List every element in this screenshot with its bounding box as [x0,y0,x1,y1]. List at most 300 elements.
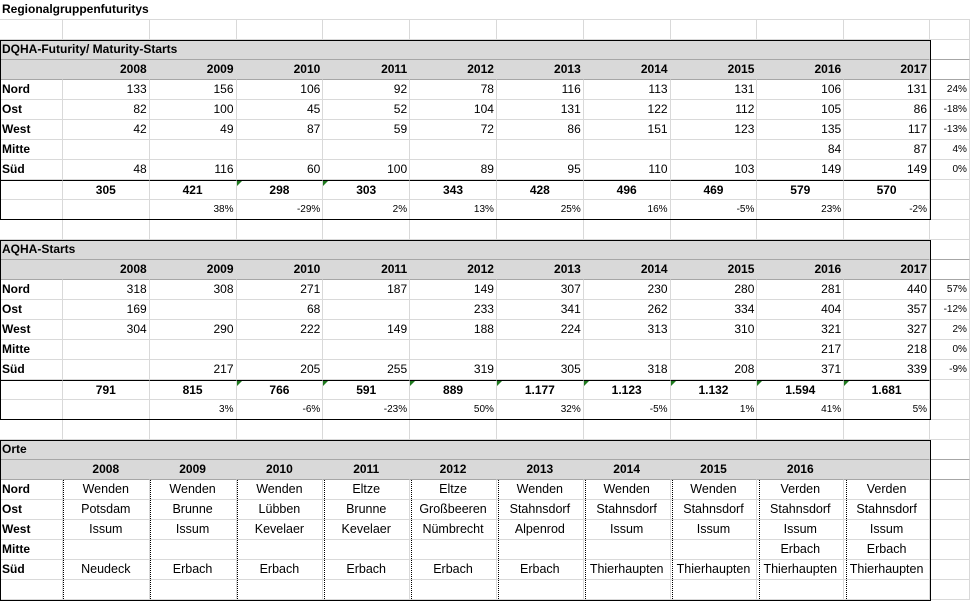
total-cell[interactable]: 889 [410,380,497,400]
change-percent[interactable]: 0% [930,160,970,180]
value-cell[interactable]: 318 [584,360,671,380]
value-cell[interactable]: 271 [237,280,324,300]
value-cell[interactable]: 87 [844,140,930,160]
location-cell[interactable] [584,540,671,560]
empty-cell[interactable] [237,20,324,40]
orte-section-title[interactable]: Orte [0,440,930,460]
empty-cell[interactable] [63,420,150,440]
growth-cell[interactable]: 13% [410,200,497,220]
year-header-corner[interactable] [0,60,63,80]
empty-cell[interactable] [930,40,970,60]
empty-cell[interactable] [323,220,410,240]
value-cell[interactable]: 281 [757,280,844,300]
location-cell[interactable]: Erbach [237,560,324,580]
location-cell[interactable]: Erbach [757,540,844,560]
value-cell[interactable] [63,140,150,160]
value-cell[interactable]: 113 [584,80,671,100]
value-cell[interactable] [584,140,671,160]
value-cell[interactable]: 116 [150,160,237,180]
region-label[interactable]: Mitte [0,540,63,560]
empty-cell[interactable] [930,560,970,580]
growth-cell[interactable] [63,200,150,220]
year-header[interactable]: 2013 [497,60,584,80]
growth-cell[interactable]: -5% [671,200,758,220]
empty-cell[interactable] [497,20,584,40]
year-header[interactable]: 2008 [63,460,150,480]
location-cell[interactable]: Eltze [323,480,410,500]
dqha-section-title[interactable]: DQHA-Futurity/ Maturity-Starts [0,40,930,60]
value-cell[interactable]: 72 [410,120,497,140]
value-cell[interactable] [584,340,671,360]
growth-cell[interactable]: 23% [757,200,844,220]
empty-cell[interactable] [237,420,324,440]
year-header[interactable]: 2011 [323,260,410,280]
total-cell[interactable]: 815 [150,380,237,400]
empty-cell[interactable] [930,220,970,240]
total-cell[interactable]: 791 [63,380,150,400]
year-header[interactable]: 2014 [584,60,671,80]
empty-cell[interactable] [671,580,758,600]
year-header[interactable]: 2015 [671,60,758,80]
value-cell[interactable]: 86 [497,120,584,140]
empty-cell[interactable] [584,420,671,440]
empty-cell[interactable] [497,220,584,240]
empty-cell[interactable] [0,20,63,40]
growth-cell[interactable]: -2% [844,200,930,220]
value-cell[interactable]: 131 [497,100,584,120]
year-header[interactable]: 2014 [584,460,671,480]
location-cell[interactable]: Wenden [237,480,324,500]
value-cell[interactable]: 230 [584,280,671,300]
empty-cell[interactable] [63,580,150,600]
location-cell[interactable]: Wenden [671,480,758,500]
empty-cell[interactable] [930,460,970,480]
value-cell[interactable]: 262 [584,300,671,320]
growth-cell[interactable]: -5% [584,400,671,420]
location-cell[interactable]: Wenden [497,480,584,500]
year-header[interactable]: 2008 [63,60,150,80]
total-cell[interactable]: 579 [757,180,844,200]
change-percent[interactable]: 24% [930,80,970,100]
value-cell[interactable]: 156 [150,80,237,100]
region-label[interactable]: Süd [0,560,63,580]
total-cell[interactable]: 428 [497,180,584,200]
value-cell[interactable]: 117 [844,120,930,140]
location-cell[interactable]: Kevelaer [323,520,410,540]
total-cell[interactable]: 305 [63,180,150,200]
total-cell[interactable]: 343 [410,180,497,200]
value-cell[interactable]: 255 [323,360,410,380]
growth-cell[interactable]: 41% [757,400,844,420]
empty-cell[interactable] [844,220,930,240]
empty-cell[interactable] [671,420,758,440]
value-cell[interactable]: 149 [323,320,410,340]
growth-cell[interactable]: 38% [150,200,237,220]
value-cell[interactable] [497,140,584,160]
change-percent[interactable]: -12% [930,300,970,320]
total-cell[interactable]: 570 [844,180,930,200]
value-cell[interactable]: 318 [63,280,150,300]
value-cell[interactable]: 131 [671,80,758,100]
value-cell[interactable]: 233 [410,300,497,320]
value-cell[interactable]: 327 [844,320,930,340]
value-cell[interactable] [150,300,237,320]
empty-cell[interactable] [237,580,324,600]
total-cell[interactable]: 1.177 [497,380,584,400]
location-cell[interactable]: Brunne [150,500,237,520]
sheet-title[interactable]: Regionalgruppenfuturitys [0,0,970,20]
empty-cell[interactable] [930,440,970,460]
empty-cell[interactable] [0,580,63,600]
location-cell[interactable]: Lübben [237,500,324,520]
empty-cell[interactable] [930,260,970,280]
location-cell[interactable]: Issum [584,520,671,540]
empty-cell[interactable] [63,220,150,240]
value-cell[interactable]: 103 [671,160,758,180]
value-cell[interactable]: 313 [584,320,671,340]
region-label[interactable]: West [0,520,63,540]
year-header[interactable]: 2017 [844,60,930,80]
location-cell[interactable]: Issum [757,520,844,540]
value-cell[interactable]: 224 [497,320,584,340]
value-cell[interactable]: 82 [63,100,150,120]
location-cell[interactable] [671,540,758,560]
year-header[interactable]: 2013 [497,460,584,480]
growth-cell[interactable]: 16% [584,200,671,220]
value-cell[interactable]: 218 [844,340,930,360]
value-cell[interactable] [237,340,324,360]
location-cell[interactable]: Nümbrecht [410,520,497,540]
year-header[interactable]: 2011 [323,60,410,80]
value-cell[interactable]: 304 [63,320,150,340]
empty-cell[interactable] [930,580,970,600]
year-header[interactable]: 2010 [237,60,324,80]
empty-cell[interactable] [410,580,497,600]
location-cell[interactable]: Erbach [150,560,237,580]
location-cell[interactable]: Thierhaupten [584,560,671,580]
region-label[interactable]: Süd [0,360,63,380]
value-cell[interactable]: 321 [757,320,844,340]
empty-cell[interactable] [584,580,671,600]
value-cell[interactable]: 280 [671,280,758,300]
empty-cell[interactable] [930,420,970,440]
value-cell[interactable] [150,340,237,360]
empty-cell[interactable] [150,220,237,240]
value-cell[interactable]: 149 [410,280,497,300]
value-cell[interactable]: 310 [671,320,758,340]
location-cell[interactable] [63,540,150,560]
empty-cell[interactable] [497,420,584,440]
empty-cell[interactable] [0,220,63,240]
location-cell[interactable]: Eltze [410,480,497,500]
location-cell[interactable]: Verden [844,480,930,500]
value-cell[interactable]: 104 [410,100,497,120]
location-cell[interactable]: Issum [150,520,237,540]
year-header-corner[interactable] [0,260,63,280]
value-cell[interactable]: 319 [410,360,497,380]
value-cell[interactable]: 169 [63,300,150,320]
year-header[interactable]: 2015 [671,260,758,280]
value-cell[interactable]: 208 [671,360,758,380]
region-label[interactable]: Mitte [0,340,63,360]
value-cell[interactable]: 133 [63,80,150,100]
location-cell[interactable]: Potsdam [63,500,150,520]
growth-cell[interactable]: -23% [323,400,410,420]
value-cell[interactable]: 45 [237,100,324,120]
value-cell[interactable]: 112 [671,100,758,120]
growth-cell[interactable]: 3% [150,400,237,420]
empty-cell[interactable] [757,580,844,600]
value-cell[interactable] [323,140,410,160]
value-cell[interactable]: 357 [844,300,930,320]
value-cell[interactable]: 290 [150,320,237,340]
location-cell[interactable]: Erbach [497,560,584,580]
year-header[interactable]: 2011 [323,460,410,480]
year-header[interactable]: 2012 [410,460,497,480]
value-cell[interactable]: 217 [757,340,844,360]
location-cell[interactable]: Wenden [584,480,671,500]
empty-cell[interactable] [323,580,410,600]
empty-cell[interactable] [844,420,930,440]
total-cell[interactable]: 421 [150,180,237,200]
value-cell[interactable]: 131 [844,80,930,100]
location-cell[interactable]: Thierhaupten [757,560,844,580]
change-percent[interactable]: -9% [930,360,970,380]
value-cell[interactable] [63,340,150,360]
value-cell[interactable]: 305 [497,360,584,380]
region-label[interactable]: Nord [0,280,63,300]
year-header[interactable]: 2014 [584,260,671,280]
total-cell[interactable]: 1.594 [757,380,844,400]
year-header[interactable]: 2010 [237,460,324,480]
value-cell[interactable]: 105 [757,100,844,120]
year-header[interactable]: 2010 [237,260,324,280]
empty-cell[interactable] [930,500,970,520]
value-cell[interactable] [497,340,584,360]
location-cell[interactable]: Stahnsdorf [844,500,930,520]
empty-cell[interactable] [844,580,930,600]
total-cell[interactable]: 591 [323,380,410,400]
value-cell[interactable]: 135 [757,120,844,140]
value-cell[interactable]: 205 [237,360,324,380]
value-cell[interactable]: 87 [237,120,324,140]
location-cell[interactable]: Stahnsdorf [497,500,584,520]
empty-cell[interactable] [150,20,237,40]
empty-cell[interactable] [410,20,497,40]
total-cell[interactable]: 496 [584,180,671,200]
region-label[interactable]: West [0,320,63,340]
value-cell[interactable]: 149 [844,160,930,180]
location-cell[interactable]: Issum [671,520,758,540]
change-percent[interactable]: 2% [930,320,970,340]
location-cell[interactable] [497,540,584,560]
region-label[interactable]: Süd [0,160,63,180]
growth-cell[interactable]: -29% [237,200,324,220]
region-label[interactable]: Ost [0,500,63,520]
empty-cell[interactable] [584,220,671,240]
value-cell[interactable]: 48 [63,160,150,180]
location-cell[interactable] [237,540,324,560]
region-label[interactable]: Mitte [0,140,63,160]
year-header[interactable]: 2016 [757,260,844,280]
location-cell[interactable]: Stahnsdorf [584,500,671,520]
value-cell[interactable] [323,300,410,320]
region-label[interactable]: West [0,120,63,140]
value-cell[interactable]: 188 [410,320,497,340]
value-cell[interactable]: 440 [844,280,930,300]
region-label[interactable]: Nord [0,80,63,100]
value-cell[interactable]: 404 [757,300,844,320]
location-cell[interactable]: Thierhaupten [671,560,758,580]
value-cell[interactable]: 334 [671,300,758,320]
value-cell[interactable]: 217 [150,360,237,380]
empty-cell[interactable] [410,220,497,240]
change-percent[interactable]: -13% [930,120,970,140]
location-cell[interactable] [410,540,497,560]
value-cell[interactable]: 89 [410,160,497,180]
total-cell[interactable]: 469 [671,180,758,200]
empty-cell[interactable] [671,220,758,240]
value-cell[interactable]: 149 [757,160,844,180]
empty-cell[interactable] [930,540,970,560]
empty-cell[interactable] [930,240,970,260]
year-header[interactable]: 2012 [410,60,497,80]
value-cell[interactable] [237,140,324,160]
value-cell[interactable] [323,340,410,360]
value-cell[interactable]: 307 [497,280,584,300]
year-header[interactable]: 2008 [63,260,150,280]
empty-cell[interactable] [0,400,63,420]
aqha-section-title[interactable]: AQHA-Starts [0,240,930,260]
empty-cell[interactable] [497,580,584,600]
value-cell[interactable]: 100 [150,100,237,120]
year-header[interactable]: 2016 [757,60,844,80]
location-cell[interactable]: Erbach [844,540,930,560]
value-cell[interactable]: 339 [844,360,930,380]
year-header[interactable]: 2017 [844,260,930,280]
empty-cell[interactable] [930,200,970,220]
year-header[interactable]: 2009 [150,60,237,80]
empty-cell[interactable] [323,420,410,440]
value-cell[interactable] [671,340,758,360]
change-percent[interactable]: -18% [930,100,970,120]
empty-cell[interactable] [757,420,844,440]
empty-cell[interactable] [757,20,844,40]
empty-cell[interactable] [930,380,970,400]
empty-cell[interactable] [930,180,970,200]
value-cell[interactable]: 68 [237,300,324,320]
value-cell[interactable]: 187 [323,280,410,300]
value-cell[interactable]: 122 [584,100,671,120]
empty-cell[interactable] [930,520,970,540]
year-header[interactable]: 2009 [150,260,237,280]
region-label[interactable]: Nord [0,480,63,500]
growth-cell[interactable]: 32% [497,400,584,420]
growth-cell[interactable]: 5% [844,400,930,420]
year-header[interactable] [844,460,930,480]
growth-cell[interactable]: 50% [410,400,497,420]
empty-cell[interactable] [930,480,970,500]
year-header[interactable]: 2013 [497,260,584,280]
value-cell[interactable] [410,340,497,360]
empty-cell[interactable] [930,60,970,80]
location-cell[interactable]: Neudeck [63,560,150,580]
change-percent[interactable]: 4% [930,140,970,160]
value-cell[interactable]: 49 [150,120,237,140]
total-cell[interactable]: 766 [237,380,324,400]
empty-cell[interactable] [757,220,844,240]
location-cell[interactable]: Issum [63,520,150,540]
growth-cell[interactable]: 1% [671,400,758,420]
region-label[interactable]: Ost [0,100,63,120]
empty-cell[interactable] [930,20,970,40]
value-cell[interactable]: 123 [671,120,758,140]
location-cell[interactable]: Verden [757,480,844,500]
value-cell[interactable]: 100 [323,160,410,180]
value-cell[interactable]: 92 [323,80,410,100]
location-cell[interactable]: Wenden [63,480,150,500]
value-cell[interactable]: 106 [757,80,844,100]
total-cell[interactable]: 1.132 [671,380,758,400]
empty-cell[interactable] [237,220,324,240]
empty-cell[interactable] [930,400,970,420]
growth-cell[interactable]: 25% [497,200,584,220]
location-cell[interactable]: Issum [844,520,930,540]
value-cell[interactable]: 42 [63,120,150,140]
total-cell[interactable]: 298 [237,180,324,200]
year-header[interactable]: 2012 [410,260,497,280]
empty-cell[interactable] [844,20,930,40]
empty-cell[interactable] [0,200,63,220]
value-cell[interactable]: 52 [323,100,410,120]
value-cell[interactable] [150,140,237,160]
value-cell[interactable] [410,140,497,160]
location-cell[interactable] [150,540,237,560]
location-cell[interactable]: Erbach [410,560,497,580]
value-cell[interactable]: 84 [757,140,844,160]
empty-cell[interactable] [323,20,410,40]
empty-cell[interactable] [150,420,237,440]
value-cell[interactable]: 151 [584,120,671,140]
value-cell[interactable]: 308 [150,280,237,300]
value-cell[interactable]: 106 [237,80,324,100]
total-cell[interactable]: 303 [323,180,410,200]
empty-cell[interactable] [671,20,758,40]
value-cell[interactable]: 222 [237,320,324,340]
empty-cell[interactable] [63,20,150,40]
value-cell[interactable]: 60 [237,160,324,180]
empty-cell[interactable] [150,580,237,600]
value-cell[interactable] [63,360,150,380]
total-cell[interactable]: 1.681 [844,380,930,400]
change-percent[interactable]: 0% [930,340,970,360]
empty-cell[interactable] [0,180,63,200]
year-header[interactable]: 2009 [150,460,237,480]
region-label[interactable]: Ost [0,300,63,320]
location-cell[interactable]: Stahnsdorf [757,500,844,520]
location-cell[interactable]: Kevelaer [237,520,324,540]
growth-cell[interactable]: -6% [237,400,324,420]
empty-cell[interactable] [584,20,671,40]
value-cell[interactable]: 341 [497,300,584,320]
empty-cell[interactable] [410,420,497,440]
year-header[interactable]: 2015 [671,460,758,480]
total-cell[interactable]: 1.123 [584,380,671,400]
location-cell[interactable] [323,540,410,560]
empty-cell[interactable] [0,380,63,400]
value-cell[interactable]: 95 [497,160,584,180]
location-cell[interactable]: Alpenrod [497,520,584,540]
